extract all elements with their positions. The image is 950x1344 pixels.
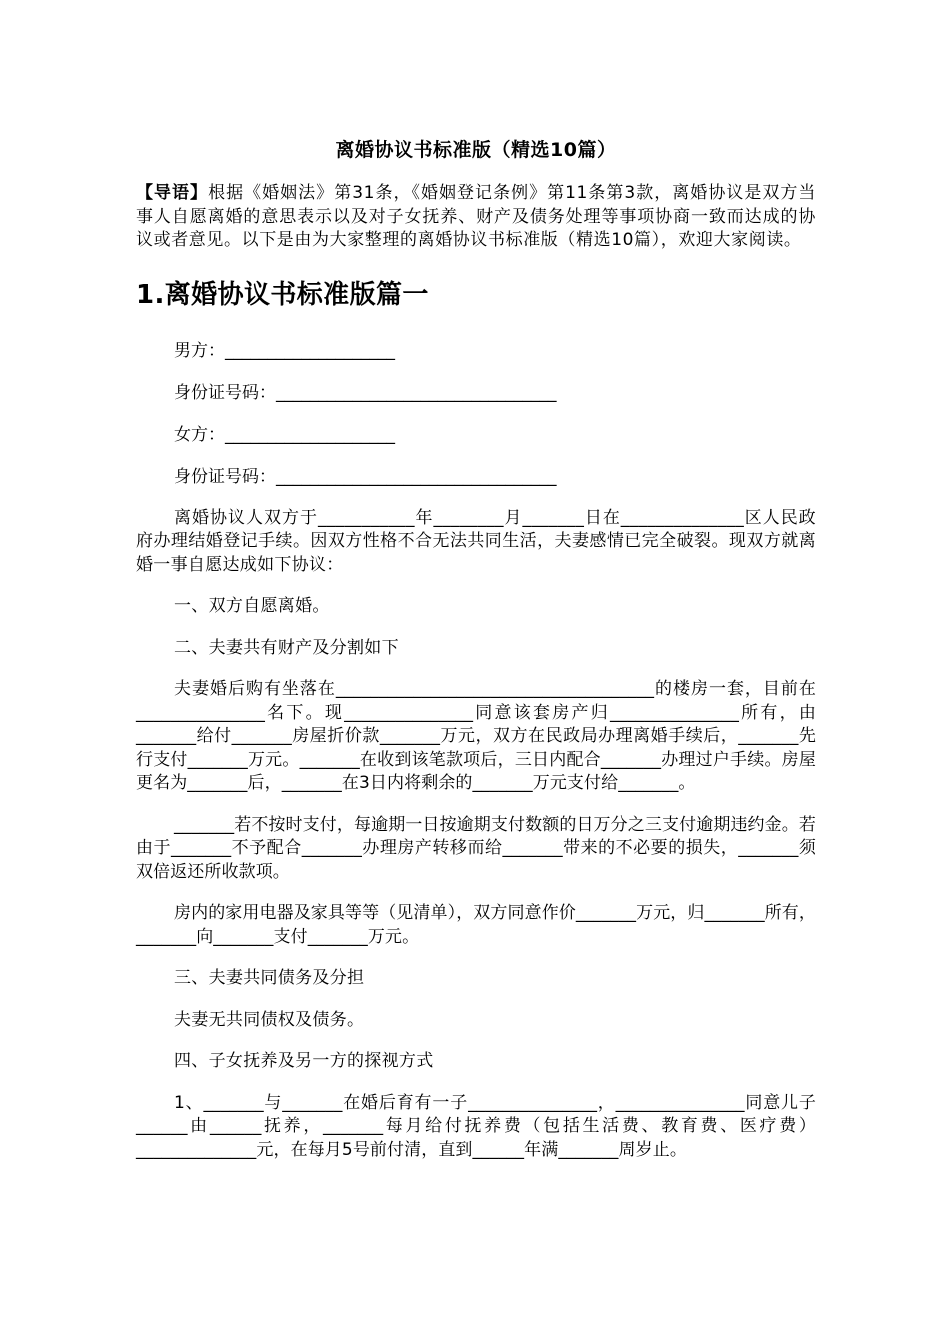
male-id-field: 身份证号码：_________________________________	[174, 382, 557, 403]
clause-heading-custody: 四、子女抚养及另一方的探视方式	[174, 1051, 434, 1071]
section-heading: 1.离婚协议书标准版篇一	[136, 279, 429, 310]
document-title: 离婚协议书标准版（精选10篇）	[335, 139, 617, 161]
female-id-field: 身份证号码：_________________________________	[174, 466, 557, 487]
female-field: 女方：____________________	[174, 424, 395, 445]
intro-tag: 【导语】	[136, 183, 209, 203]
clause-heading-divorce: 一、双方自愿离婚。	[174, 596, 330, 616]
agreement-opening-paragraph: 离婚协议人双方于___________年________月_______日在______________区人民政府办理结婚登记手续。因双方性格不合无法共同生活，夫妻感情已完全破裂。现双方就离婚一事自愿达成如下协议：	[136, 507, 816, 575]
penalty-paragraph: _______若不按时支付，每逾期一日按逾期支付数额的日万分之三支付逾期违约金。若由于_______不予配合_______办理房产转移而给_______带来的不必要的损失，_______须双倍返还所收款项。	[136, 814, 816, 882]
document-body	[136, 136, 816, 1180]
custody-paragraph: 1、_______与_______在婚后育有一子_______________，_______________同意儿子______由______抚养，_______每月给付抚养费（包括生活费、教育费、医疗费）______________元，在每月5号前付清，直到______年满_______周岁止。	[136, 1092, 816, 1160]
furniture-paragraph: 房内的家用电器及家具等等（见清单），双方同意作价_______万元，归_______所有，_______向_______支付_______万元。	[136, 903, 816, 947]
intro-paragraph	[136, 182, 816, 253]
debt-paragraph: 夫妻无共同债权及债务。	[174, 1009, 365, 1030]
clause-heading-debt: 三、夫妻共同债务及分担	[174, 968, 365, 988]
clause-heading-property: 二、夫妻共有财产及分割如下	[174, 637, 399, 658]
property-paragraph: 夫妻婚后购有坐落在_____________________________________的楼房一套，目前在_______________名下。现_______________同意该套房产归_______________所有，由_______给付_______房屋折价款_______万元，双方在民政局办理离婚手续后，_______先行支付_______万元。_______在收到该笔款项后，三日内配合_______办理过户手续。房屋更名为_______后，_______在3日内将剩余的_______万元支付给_______。	[136, 679, 816, 793]
male-field: 男方：____________________	[174, 340, 395, 361]
intro-text: 根据《婚姻法》第31条，《婚姻登记条例》第11条第3款，离婚协议是双方当事人自愿离婚的意思表示以及对子女抚养、财产及债务处理等事项协商一致而达成的协议或者意见。以下是由为大家整理的离婚协议书标准版（精选10篇），欢迎大家阅读。	[136, 183, 816, 250]
